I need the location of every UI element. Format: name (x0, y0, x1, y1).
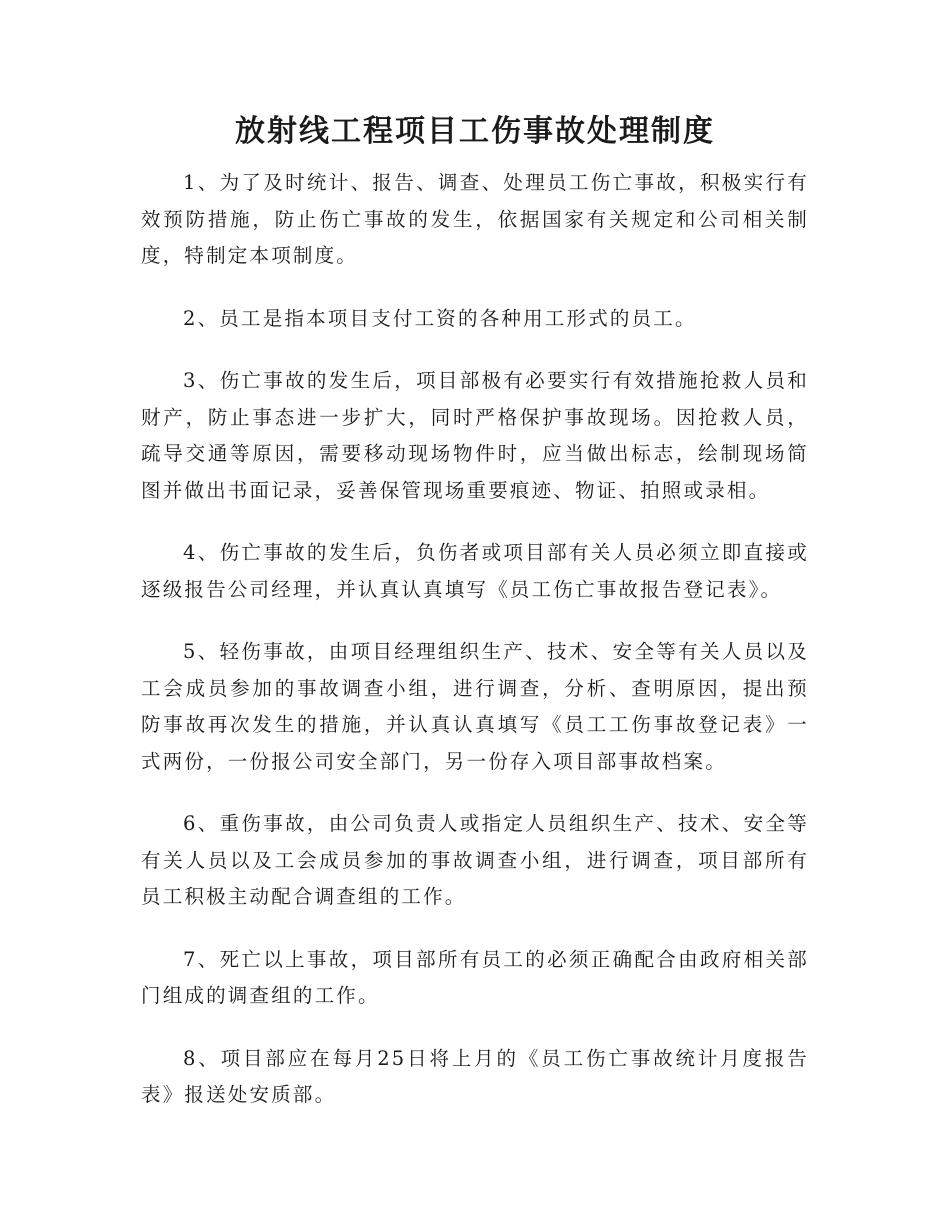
paragraph-4: 4、伤亡事故的发生后，负伤者或项目部有关人员必须立即直接或逐级报告公司经理，并认真认真填写《员工伤亡事故报告登记表》。 (141, 541, 809, 601)
paragraph-8: 8、项目部应在每月25日将上月的《员工伤亡事故统计月度报告表》报送处安质部。 (141, 1046, 809, 1106)
document-title: 放射线工程项目工伤事故处理制度 (235, 114, 715, 149)
paragraph-6: 6、重伤事故，由公司负责人或指定人员组织生产、技术、安全等有关人员以及工会成员参加的事故调查小组，进行调查，项目部所有员工积极主动配合调查组的工作。 (141, 812, 809, 908)
paragraph-5: 5、轻伤事故，由项目经理组织生产、技术、安全等有关人员以及工会成员参加的事故调查小组，进行调查，分析、查明原因，提出预防事故再次发生的措施，并认真认真填写《员工工伤事故登记表》一式两份，一份报公司安全部门，另一份存入项目部事故档案。 (141, 640, 809, 773)
paragraph-7: 7、死亡以上事故，项目部所有员工的必须正确配合由政府相关部门组成的调查组的工作。 (141, 947, 809, 1007)
paragraph-3: 3、伤亡事故的发生后，项目部极有必要实行有效措施抢救人员和财产，防止事态进一步扩大，同时严格保护事故现场。因抢救人员，疏导交通等原因，需要移动现场物件时，应当做出标志，绘制现场简图并做出书面记录，妥善保管现场重要痕迹、物证、拍照或录相。 (141, 369, 809, 502)
document-body (141, 165, 809, 1140)
paragraph-2: 2、员工是指本项目支付工资的各种用工形式的员工。 (183, 306, 697, 330)
paragraph-1: 1、为了及时统计、报告、调查、处理员工伤亡事故，积极实行有效预防措施，防止伤亡事故的发生，依据国家有关规定和公司相关制度，特制定本项制度。 (141, 171, 809, 267)
